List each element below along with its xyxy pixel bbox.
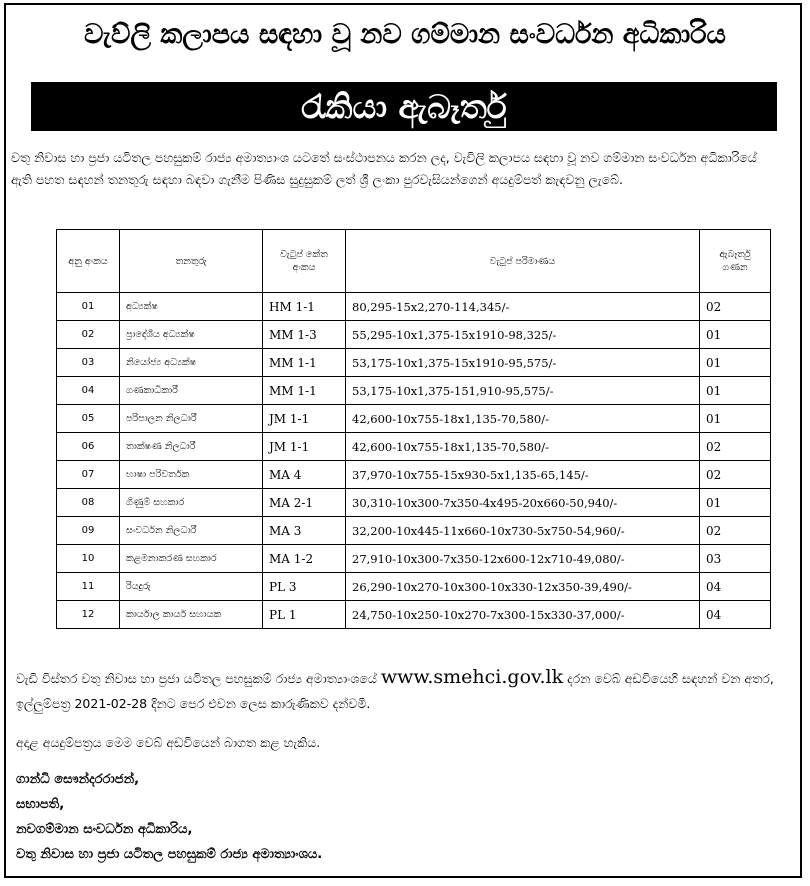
vacancy-count-cell: 01 bbox=[700, 489, 771, 517]
salary-scale-cell: 55,295-10x1,375-15x1910-98,325/- bbox=[346, 321, 700, 349]
salary-code-cell: PL 3 bbox=[263, 573, 346, 601]
signatory-title: සභාපති, bbox=[16, 797, 65, 812]
header-vacancy-count: ඇබෑර්තු ගණන bbox=[700, 230, 771, 293]
serial-no-cell: 12 bbox=[57, 601, 120, 629]
salary-code-cell: JM 1-1 bbox=[263, 433, 346, 461]
post-cell: අධ්‍යක්ෂ bbox=[120, 293, 263, 321]
vacancy-count-cell: 02 bbox=[700, 293, 771, 321]
salary-code-cell: MA 4 bbox=[263, 461, 346, 489]
post-cell: නියෝජ්‍ය අධ්‍යක්ෂ bbox=[120, 349, 263, 377]
table-row bbox=[57, 433, 771, 461]
signatory-ministry: වතු නිවාස හා ප්‍රජා යටිතල පහසුකම් රාජ්‍ය අමාත්‍යාංශය. bbox=[16, 847, 323, 862]
salary-code-cell: MA 3 bbox=[263, 517, 346, 545]
header-serial-no: අනු අංකය bbox=[57, 230, 120, 293]
header-salary-scale: වැටුප් පරිමාණය bbox=[346, 230, 700, 293]
notice-frame bbox=[4, 3, 802, 878]
vacancy-count-cell: 02 bbox=[700, 433, 771, 461]
salary-scale-cell: 53,175-10x1,375-15x1910-95,575/- bbox=[346, 349, 700, 377]
website-link[interactable]: www.smehci.gov.lk bbox=[380, 666, 564, 688]
salary-code-cell: JM 1-1 bbox=[263, 405, 346, 433]
table-row bbox=[57, 321, 771, 349]
serial-no-cell: 10 bbox=[57, 545, 120, 573]
salary-scale-cell: 32,200-10x445-11x660-10x730-5x750-54,960/- bbox=[346, 517, 700, 545]
post-cell: තාක්ෂණ නිලධාරී bbox=[120, 433, 263, 461]
vacancy-count-cell: 01 bbox=[700, 321, 771, 349]
salary-code-cell: MM 1-1 bbox=[263, 377, 346, 405]
serial-no-cell: 09 bbox=[57, 517, 120, 545]
table-row bbox=[57, 293, 771, 321]
vacancies-banner: රැකියා ඇබෑර්තු bbox=[31, 82, 777, 131]
serial-no-cell: 08 bbox=[57, 489, 120, 517]
salary-code-cell: PL 1 bbox=[263, 601, 346, 629]
vacancy-count-cell: 04 bbox=[700, 601, 771, 629]
vacancy-count-cell: 04 bbox=[700, 573, 771, 601]
organization-title: වැව්ලි කලාපය සඳහා වූ නව ගම්මාන සංවර්ධන අධිකාරිය bbox=[84, 19, 726, 50]
intro-paragraph: වතු නිවාස හා ප්‍රජා යටිතල පහසුකම් රාජ්‍ය අමාත්‍යාංශ යටතේ සංස්ථාපනය කරන ලද, වැවිලි කලාපය සඳහා වූ නව ගම්මාන සංවර්ධන අධිකාරියේ ඇති පහත සඳහන් තනතුරු සඳහා බඳවා ගැනීම පිණිස සුදුසුකම් ලත් ශ්‍රී ලංකා පුරවැසියන්ගෙන් අයදුම්පත් කැඳවනු ලැබේ. bbox=[11, 150, 757, 187]
serial-no-cell: 11 bbox=[57, 573, 120, 601]
salary-code-cell: MM 1-1 bbox=[263, 349, 346, 377]
salary-code-cell: MM 1-3 bbox=[263, 321, 346, 349]
vacancy-count-cell: 02 bbox=[700, 517, 771, 545]
table-header-row bbox=[57, 230, 771, 293]
footer-text-after-site: දරන වෙබ් අඩවියෙහි සඳහන් වන අතර, ඉල්ලුම්පත්‍ර 2021-02-28 දිනට පෙර එවන ලෙස කාරුණිකව දන්වමි. bbox=[16, 671, 774, 711]
table-row bbox=[57, 377, 771, 405]
table-row bbox=[57, 601, 771, 629]
table-row bbox=[57, 573, 771, 601]
table-row bbox=[57, 405, 771, 433]
header-post: තනතුරු bbox=[120, 230, 263, 293]
post-cell: ප්‍රාදේශීය අධ්‍යක්ෂ bbox=[120, 321, 263, 349]
salary-scale-cell: 42,600-10x755-18x1,135-70,580/- bbox=[346, 405, 700, 433]
salary-code-cell: HM 1-1 bbox=[263, 293, 346, 321]
post-cell: සංවර්ධන නිලධාරී bbox=[120, 517, 263, 545]
serial-no-cell: 05 bbox=[57, 405, 120, 433]
post-cell: රියදුරු bbox=[120, 573, 263, 601]
vacancy-count-cell: 01 bbox=[700, 405, 771, 433]
vacancy-count-cell: 01 bbox=[700, 377, 771, 405]
salary-scale-cell: 26,290-10x270-10x300-10x330-12x350-39,490/- bbox=[346, 573, 700, 601]
post-cell: ගිණුම් සහකාර bbox=[120, 489, 263, 517]
download-note: අදාළ අයදුම්පත්‍රය මෙම වෙබ් අඩවියෙන් බාගත කළ හැකිය. bbox=[16, 735, 321, 750]
serial-no-cell: 03 bbox=[57, 349, 120, 377]
serial-no-cell: 07 bbox=[57, 461, 120, 489]
post-cell: කළමනාකරණ සහකාර bbox=[120, 545, 263, 573]
post-cell: භාෂා පරිවර්තක bbox=[120, 461, 263, 489]
vacancy-count-cell: 03 bbox=[700, 545, 771, 573]
serial-no-cell: 02 bbox=[57, 321, 120, 349]
table-row bbox=[57, 461, 771, 489]
table-row bbox=[57, 349, 771, 377]
serial-no-cell: 04 bbox=[57, 377, 120, 405]
vacancy-count-cell: 02 bbox=[700, 461, 771, 489]
salary-code-cell: MA 1-2 bbox=[263, 545, 346, 573]
salary-scale-cell: 80,295-15x2,270-114,345/- bbox=[346, 293, 700, 321]
vacancies-table-body bbox=[57, 293, 771, 629]
post-cell: ගණකාධිකාරී bbox=[120, 377, 263, 405]
salary-scale-cell: 30,310-10x300-7x350-4x495-20x660-50,940/- bbox=[346, 489, 700, 517]
signatory-organization: නවගම්මාන සංවර්ධන අධිකාරිය, bbox=[16, 822, 193, 837]
footer-paragraph bbox=[16, 665, 786, 716]
post-cell: පරිපාලන නිලධාරී bbox=[120, 405, 263, 433]
salary-scale-cell: 53,175-10x1,375-151,910-95,575/- bbox=[346, 377, 700, 405]
salary-scale-cell: 37,970-10x755-15x930-5x1,135-65,145/- bbox=[346, 461, 700, 489]
salary-code-cell: MA 2-1 bbox=[263, 489, 346, 517]
salary-scale-cell: 27,910-10x300-7x350-12x600-12x710-49,080/- bbox=[346, 545, 700, 573]
table-row bbox=[57, 517, 771, 545]
vacancies-table bbox=[56, 229, 771, 629]
signatory-name: ගාන්ධි සෞන්දරරාජන්, bbox=[16, 772, 140, 787]
table-row bbox=[57, 489, 771, 517]
salary-scale-cell: 24,750-10x250-10x270-7x300-15x330-37,000/- bbox=[346, 601, 700, 629]
serial-no-cell: 06 bbox=[57, 433, 120, 461]
post-cell: කාර්යාල කාර්ය සහායක bbox=[120, 601, 263, 629]
salary-scale-cell: 42,600-10x755-18x1,135-70,580/- bbox=[346, 433, 700, 461]
serial-no-cell: 01 bbox=[57, 293, 120, 321]
table-row bbox=[57, 545, 771, 573]
signature-block bbox=[16, 767, 322, 867]
header-salary-code: වැටුප් කේත අංකය bbox=[263, 230, 346, 293]
vacancy-count-cell: 01 bbox=[700, 349, 771, 377]
footer-text-before-site: වැඩි විස්තර වතු නිවාස හා ප්‍රජා යටිතල පහසුකම් රාජ්‍ය අමාත්‍යාංශයේ bbox=[16, 671, 381, 686]
